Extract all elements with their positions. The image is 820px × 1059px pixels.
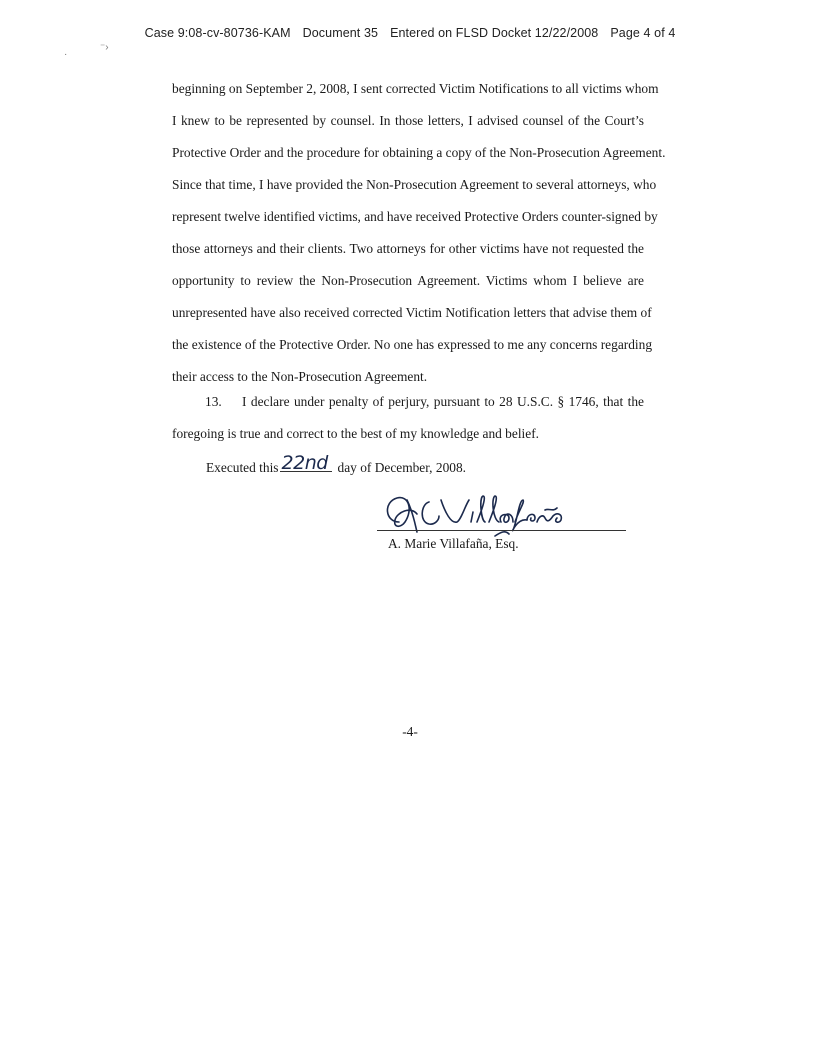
body-line: represent twelve identified victims, and have received Protective Orders counter-signed by bbox=[172, 209, 658, 224]
header-case-number: Case 9:08-cv-80736-KAM bbox=[144, 26, 291, 40]
body-line: unrepresented have also received corrected Victim Notification letters that advise them of bbox=[172, 305, 652, 320]
signature-stroke bbox=[441, 500, 469, 522]
paragraph-number: 13. bbox=[205, 394, 222, 409]
body-line: Since that time, I have provided the Non-Prosecution Agreement to several attorneys, who bbox=[172, 177, 657, 192]
paragraph-13-text: I declare under penalty of perjury, pursuant to 28 U.S.C. § 1746, that the bbox=[242, 394, 644, 409]
signature-image bbox=[377, 492, 577, 538]
header-document: Document 35 bbox=[302, 26, 379, 40]
signature-stroke bbox=[500, 514, 513, 522]
execution-suffix: day of December, 2008. bbox=[337, 460, 467, 475]
body-line: the existence of the Protective Order. No one has expressed to me any concerns regarding bbox=[172, 337, 653, 352]
scan-speck: · bbox=[64, 49, 68, 60]
signer-name: A. Marie Villafaña, Esq. bbox=[388, 536, 519, 551]
scan-speck: ⁻› bbox=[100, 42, 109, 53]
signature-line bbox=[377, 530, 626, 531]
paragraph-13-first-line bbox=[205, 393, 644, 411]
case-header bbox=[0, 26, 820, 40]
body-line: their access to the Non-Prosecution Agreement. bbox=[172, 369, 428, 384]
signature-stroke bbox=[527, 514, 535, 521]
header-page: Page 4 of 4 bbox=[610, 26, 676, 40]
body-line: those attorneys and their clients. Two attorneys for other victims have not requested the bbox=[172, 241, 644, 256]
body-line: Protective Order and the procedure for obtaining a copy of the Non-Prosecution Agreement. bbox=[172, 145, 666, 160]
signature-stroke bbox=[513, 500, 527, 531]
body-line: I knew to be represented by counsel. In those letters, I advised counsel of the Court’s bbox=[172, 113, 644, 128]
page-number: -4- bbox=[402, 724, 418, 739]
signature-stroke bbox=[545, 508, 557, 510]
body-line: beginning on September 2, 2008, I sent corrected Victim Notifications to all victims whom bbox=[172, 81, 659, 96]
header-entered: Entered on FLSD Docket 12/22/2008 bbox=[390, 26, 599, 40]
execution-prefix: Executed this bbox=[206, 460, 279, 475]
body-line: opportunity to review the Non-Prosecution Agreement. Victims whom I believe are bbox=[172, 273, 644, 288]
body-line: foregoing is true and correct to the best of my knowledge and belief. bbox=[172, 426, 540, 441]
signature-stroke bbox=[537, 514, 561, 522]
execution-line bbox=[206, 452, 467, 477]
signature-stroke bbox=[477, 496, 485, 522]
handwritten-day: 22nd bbox=[281, 452, 328, 474]
signature-stroke bbox=[489, 496, 499, 522]
execution-day-blank bbox=[280, 452, 332, 474]
signature-stroke bbox=[422, 502, 439, 524]
signature-stroke bbox=[471, 512, 473, 522]
